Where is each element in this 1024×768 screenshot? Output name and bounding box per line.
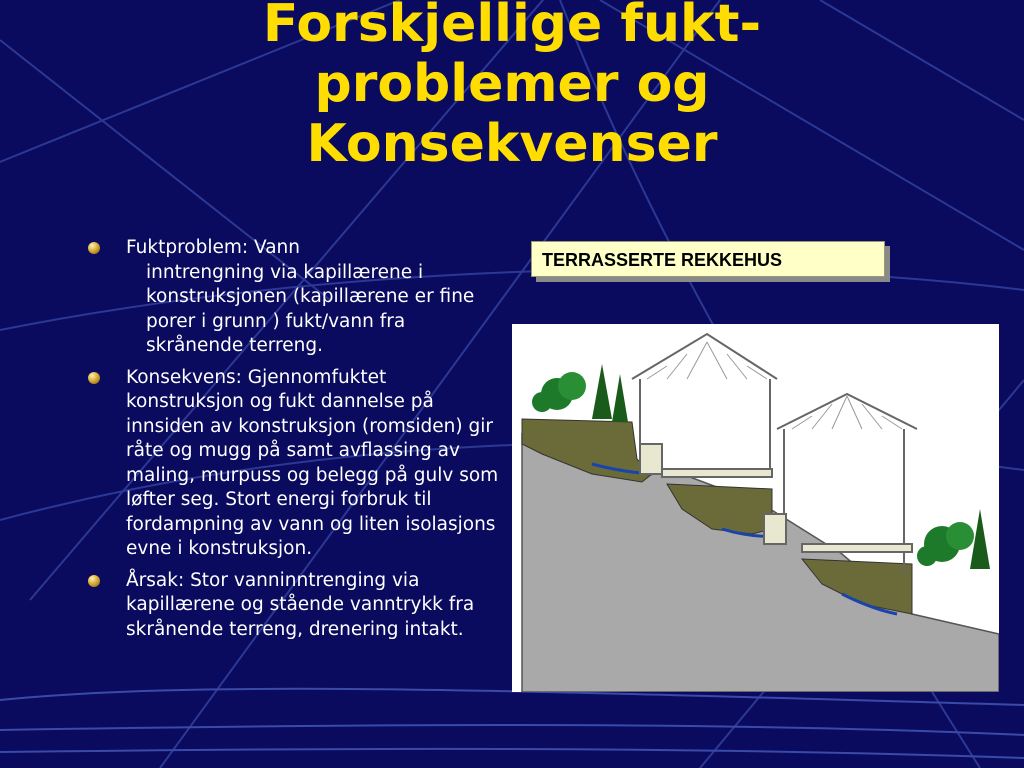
- diagram-label: TERRASSERTE REKKEHUS: [531, 241, 885, 277]
- tree-group-left: [532, 364, 628, 422]
- roof-truss: [647, 342, 902, 429]
- house-upper: [632, 334, 777, 477]
- bullet-text: Konsekvens: Gjennomfuktet konstruksjon og fukt dannelse på innsiden av konstruksjon (romsiden) gir råte og mugg på samt avflassing av maling, murpuss og belegg på gulv som løfter seg. Stort energi forbruk til fordampning av vann og liten isolasjons evne i konstruksjon.: [126, 366, 499, 559]
- bullet-icon: [88, 575, 100, 587]
- bullet-item: [86, 366, 500, 562]
- bullet-text: Årsak: Stor vanninntrenging via kapillærene og stående vanntrykk fra skrånende terreng, drenering intakt.: [126, 569, 475, 640]
- title-line-3: Konsekvenser: [306, 114, 718, 174]
- bullet-icon: [88, 242, 100, 254]
- slide-title: [150, 0, 874, 174]
- bullet-list: [86, 236, 500, 649]
- bullet-icon: [88, 372, 100, 384]
- terraced-houses-illustration: [512, 324, 999, 692]
- title-line-2: problemer og: [314, 54, 710, 114]
- title-line-1: Forskjellige fukt-: [262, 0, 762, 54]
- bullet-item: [86, 236, 500, 359]
- terraced-houses-drawing: [512, 324, 999, 692]
- bullet-subtext: inntrengning via kapillærene i konstruksjonen (kapillærene er fine porer i grunn ) fukt/vann fra skrånende terreng.: [146, 261, 475, 356]
- tree-group-right: [917, 509, 990, 569]
- bullet-item: [86, 569, 500, 643]
- bullet-text: Fuktproblem: Vann: [126, 237, 300, 258]
